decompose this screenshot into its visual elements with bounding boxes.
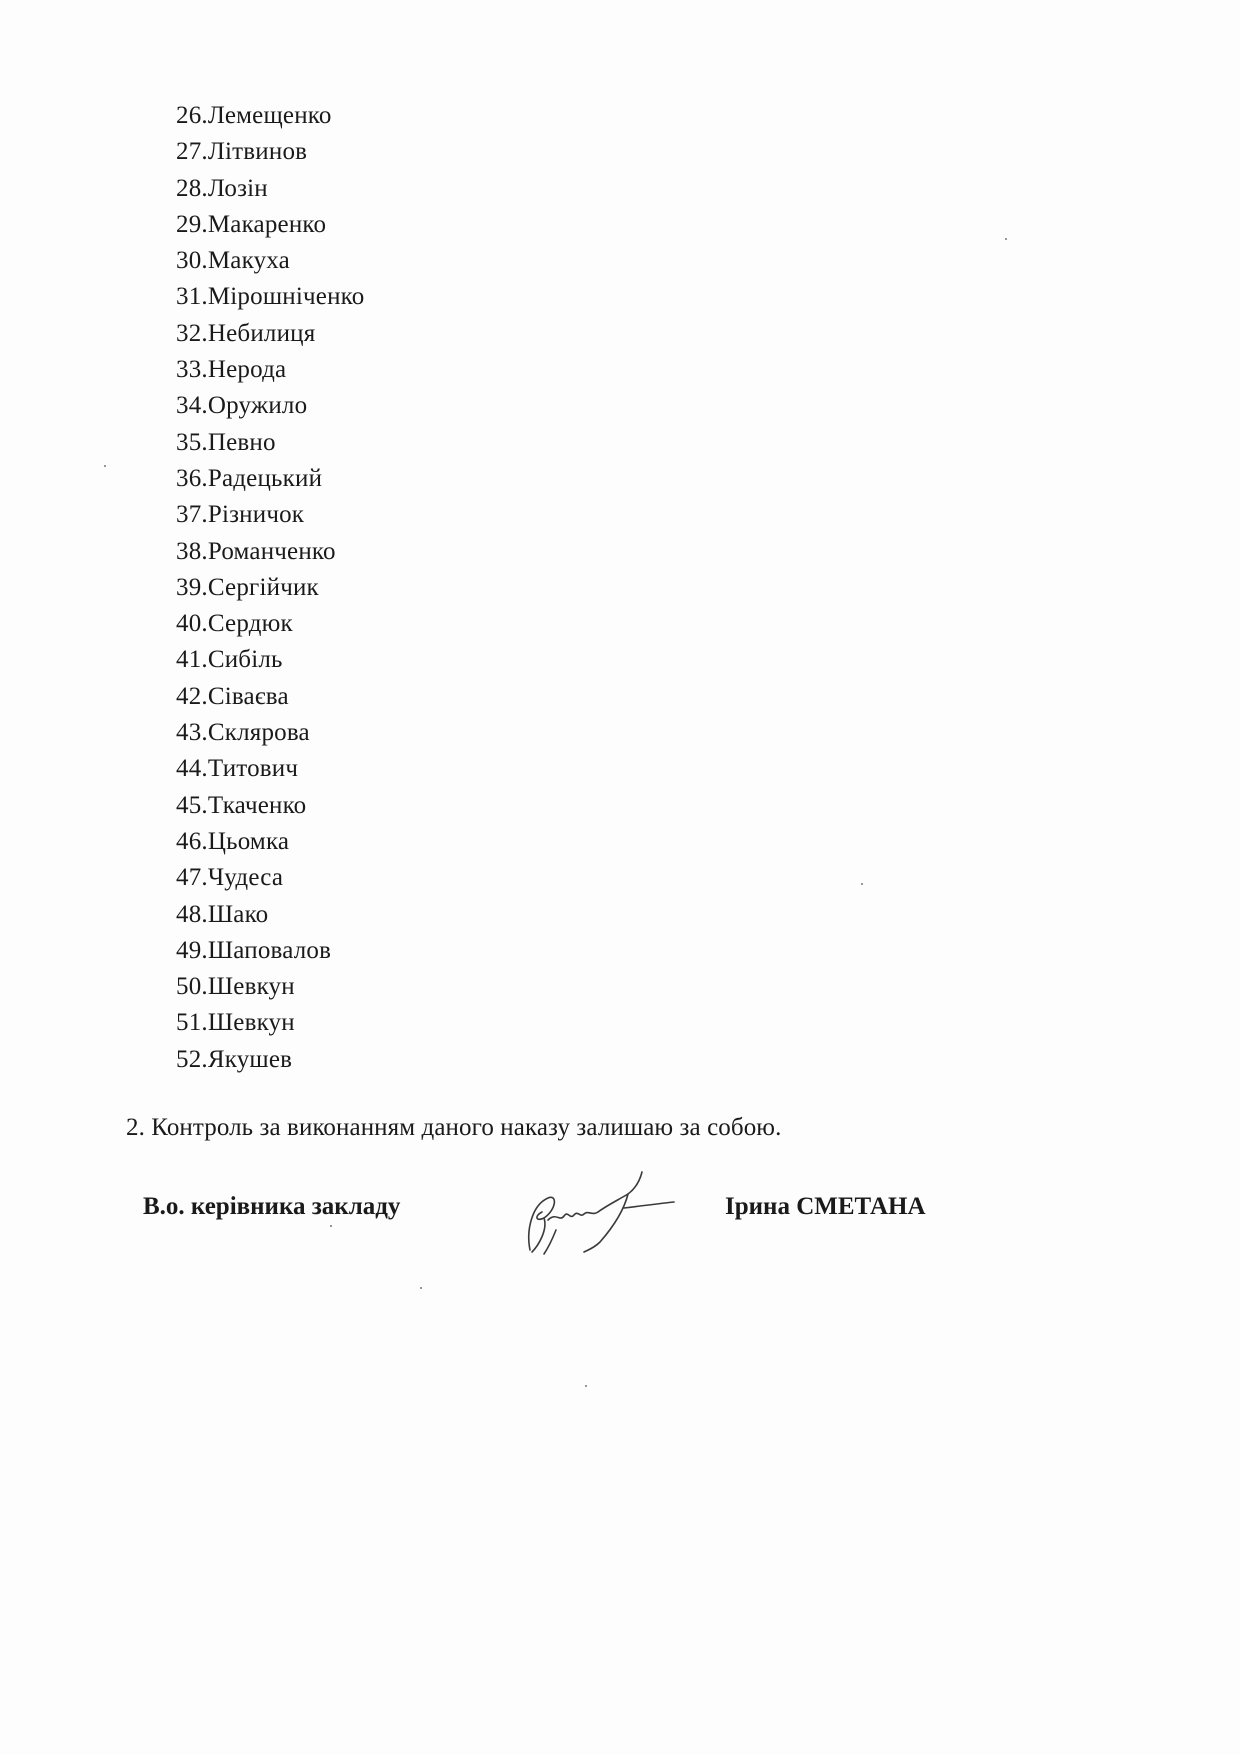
list-item: 39.Сергійчик bbox=[176, 573, 319, 601]
list-item: 42.Сіваєва bbox=[176, 682, 289, 710]
list-item: 36.Радецький bbox=[176, 464, 323, 492]
list-item: 34.Оружило bbox=[176, 392, 308, 420]
list-item: 43.Склярова bbox=[176, 719, 310, 747]
list-item: 28.Лозін bbox=[176, 174, 268, 202]
list-item: 33.Нерода bbox=[176, 356, 287, 384]
scan-speck bbox=[104, 465, 106, 467]
list-item: 51.Шевкун bbox=[176, 1009, 295, 1037]
list-item: 44.Титович bbox=[176, 755, 299, 783]
list-item: 40.Сердюк bbox=[176, 610, 293, 638]
list-item: 26.Лемещенко bbox=[176, 102, 332, 129]
list-item: 38.Романченко bbox=[176, 537, 336, 565]
list-item: 46.Цьомка bbox=[176, 827, 290, 855]
scan-speck bbox=[1005, 238, 1007, 240]
signature-icon bbox=[508, 1160, 688, 1260]
signer-role: В.о. керівника закладу bbox=[143, 1193, 401, 1220]
list-item: 27.Літвинов bbox=[176, 138, 308, 166]
list-item: 31.Мірошніченко bbox=[176, 283, 365, 311]
list-item: 32.Небилиця bbox=[176, 319, 316, 347]
scan-speck bbox=[330, 1225, 332, 1227]
signer-name: Ірина СМЕТАНА bbox=[725, 1193, 926, 1220]
control-paragraph: 2. Контроль за виконанням даного наказу залишаю за собою. bbox=[126, 1114, 782, 1141]
list-item: 45.Ткаченко bbox=[176, 791, 307, 819]
list-item: 50.Шевкун bbox=[176, 973, 295, 1001]
list-item: 30.Макуха bbox=[176, 247, 290, 275]
list-item: 48.Шако bbox=[176, 900, 269, 928]
list-item: 52.Якушев bbox=[176, 1045, 293, 1073]
scan-speck bbox=[861, 883, 863, 885]
list-item: 35.Певно bbox=[176, 428, 276, 456]
list-item: 29.Макаренко bbox=[176, 210, 327, 238]
list-item: 49.Шаповалов bbox=[176, 936, 332, 964]
list-item: 41.Сибіль bbox=[176, 646, 283, 674]
name-list bbox=[176, 98, 364, 1078]
scan-speck bbox=[420, 1287, 422, 1289]
list-item: 47.Чудеса bbox=[176, 864, 284, 892]
list-item: 37.Різничок bbox=[176, 501, 305, 529]
scan-speck bbox=[585, 1385, 587, 1387]
